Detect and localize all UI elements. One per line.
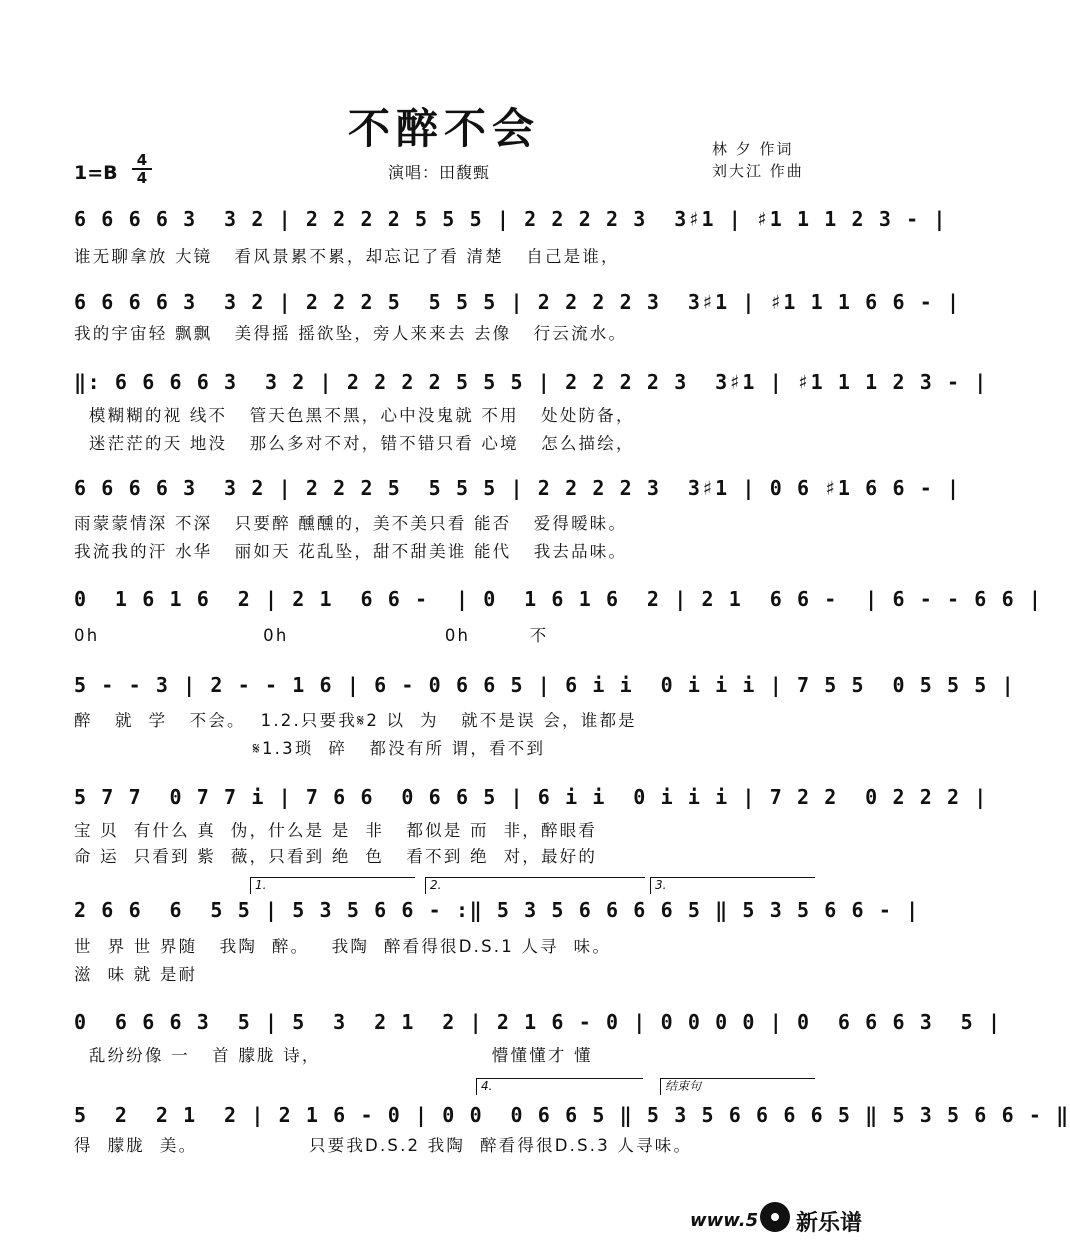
lyrics-row-7b: 命 运 只看到 紫 薇，只看到 绝 色 看不到 绝 对，最好的 (74, 847, 598, 866)
time-signature (132, 152, 152, 186)
lyrics-row-1: 谁无聊拿放 大镜 看风景累不累，却忘记了看 清楚 自己是谁， (74, 247, 620, 266)
notes-row-4: 6 6 6 6 3 3 2 | 2 2 2 5 5 5 5 | 2 2 2 2 3 3♯1 | 0 6 ♯1 6 6 - | (74, 476, 961, 500)
lyrics-row-8b: 滋 味 就 是耐 (74, 965, 198, 984)
volta-ending: 结束句 (660, 1078, 815, 1095)
lyrics-row-4b: 我流我的汗 水华 丽如天 花乱坠，甜不甜美谁 能代 我去品味。 (74, 542, 628, 561)
lyrics-row-2: 我的宇宙轻 飘飘 美得摇 摇欲坠，旁人来来去 去像 行云流水。 (74, 324, 628, 343)
lyrics-row-10: 得 朦胧 美。 只要我D.S.2 我陶 醉看得很D.S.3 人寻味。 (74, 1136, 693, 1155)
site-watermark: www.5 (690, 1210, 759, 1231)
notes-row-9: 0 6 6 6 3 5 | 5 3 2 1 2 | 2 1 6 - 0 | 0 0 0 0 | 0 6 6 6 3 5 | (74, 1010, 1002, 1034)
lyricist-credit: 林 夕 作词 (712, 140, 794, 158)
lyrics-row-7a: 宝 贝 有什么 真 伪，什么是 是 非 都似是 而 非，醉眼看 (74, 821, 598, 840)
key-signature: 1=B (74, 162, 118, 184)
singer-credit: 演唱：田馥甄 (388, 163, 491, 182)
notes-row-2: 6 6 6 6 3 3 2 | 2 2 2 5 5 5 5 | 2 2 2 2 3 3♯1 | ♯1 1 1 6 6 - | (74, 290, 961, 314)
brand-name: 新乐谱 (796, 1211, 863, 1236)
lyrics-row-4a: 雨蒙蒙情深 不深 只要醉 醺醺的，美不美只看 能否 爱得暧昧。 (74, 514, 628, 533)
notes-row-10: 5 2 2 1 2 | 2 1 6 - 0 | 0 0 0 6 6 5 ‖ 5 3 5 6 6 6 6 5 ‖ 5 3 5 6 6 - ‖ (74, 1103, 1070, 1127)
lyrics-row-5: 0h 0h 0h 不 (74, 626, 549, 645)
disc-logo-icon (760, 1202, 790, 1232)
lyrics-row-9: 乱纷纷像 一 首 朦胧 诗， 懵懂懂才 懂 (74, 1046, 593, 1065)
lyrics-row-3b: 迷茫茫的天 地没 那么多对不对，错不错只看 心境 怎么描绘， (74, 434, 635, 453)
volta-1: 1. (250, 877, 415, 894)
notes-row-3: ‖: 6 6 6 6 3 3 2 | 2 2 2 2 5 5 5 | 2 2 2 2 3 3♯1 | ♯1 1 1 2 3 - | (74, 370, 988, 394)
song-title: 不醉不会 (347, 104, 540, 153)
notes-row-1: 6 6 6 6 3 3 2 | 2 2 2 2 5 5 5 | 2 2 2 2 3 3♯1 | ♯1 1 1 2 3 - | (74, 207, 948, 231)
lyrics-row-6b: 𝄋1.3琐 碎 都没有所 谓，看不到 (74, 739, 546, 758)
meter-top: 4 (132, 152, 152, 170)
notes-row-6: 5 - - 3 | 2 - - 1 6 | 6 - 0 6 6 5 | 6 i i 0 i i i | 7 5 5 0 5 5 5 | (74, 673, 1016, 697)
notes-row-8: 2 6 6 6 5 5 | 5 3 5 6 6 - :‖ 5 3 5 6 6 6 6 5 ‖ 5 3 5 6 6 - | (74, 898, 920, 922)
notes-row-7: 5 7 7 0 7 7 i | 7 6 6 0 6 6 5 | 6 i i 0 i i i | 7 2 2 0 2 2 2 | (74, 785, 988, 809)
notes-row-5: 0 1 6 1 6 2 | 2 1 6 6 - | 0 1 6 1 6 2 | 2 1 6 6 - | 6 - - 6 6 | (74, 587, 1043, 611)
lyrics-row-8a: 世 界 世 界随 我陶 醉。 我陶 醉看得很D.S.1 人寻 味。 (74, 937, 612, 956)
composer-credit: 刘大江 作曲 (712, 162, 804, 180)
volta-3: 3. (650, 877, 815, 894)
volta-4: 4. (476, 1078, 643, 1095)
lyrics-row-6a: 醉 就 学 不会。 1.2.只要我𝄋2 以 为 就不是误 会，谁都是 (74, 711, 637, 730)
meter-bottom: 4 (136, 169, 148, 187)
volta-2: 2. (425, 877, 645, 894)
lyrics-row-3a: 模糊糊的视 线不 管天色黑不黑，心中没鬼就 不用 处处防备， (74, 406, 635, 425)
